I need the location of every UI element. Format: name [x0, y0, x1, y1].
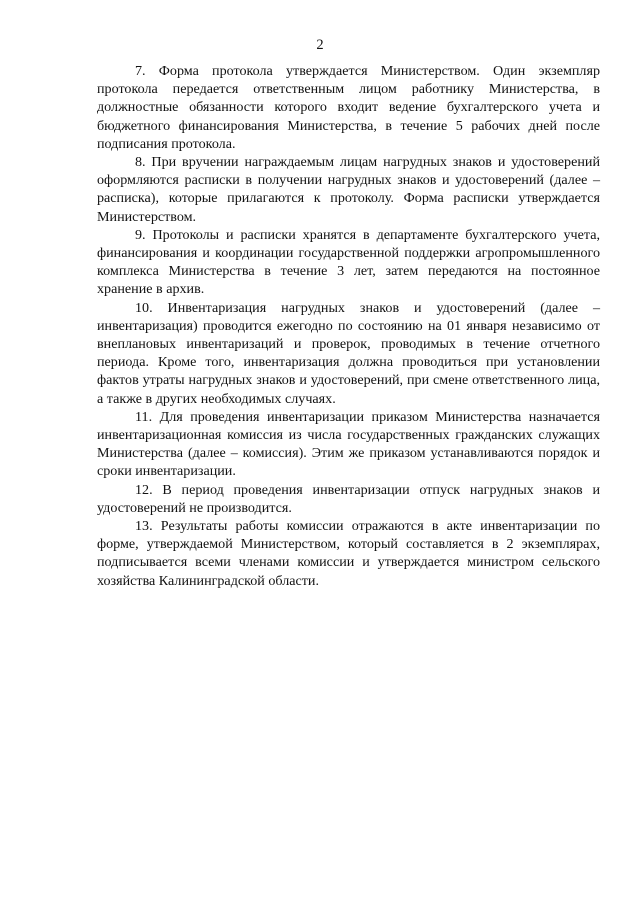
page-number: 2 — [316, 37, 324, 53]
paragraph-13: 13. Результаты работы комиссии отражаются в акте инвентаризации по форме, утверждаемой Министерством, который составляется в 2 экземплярах, подписывается всеми членами комиссии и утверждается министром сельского хозяйства Калининградской области. — [97, 518, 600, 589]
paragraph-12: 12. В период проведения инвентаризации отпуск нагрудных знаков и удостоверений не производится. — [97, 481, 600, 516]
paragraph-10: 10. Инвентаризация нагрудных знаков и удостоверений (далее – инвентаризация) проводится ежегодно по состоянию на 01 января независимо от внеплановых инвентаризаций и проверок, проводимых в течение отчетного периода. Кроме того, инвентаризация должна проводиться при установлении фактов утраты нагрудных знаков и удостоверений, при смене ответственного лица, а также в других необходимых случаях. — [97, 299, 600, 407]
paragraph-7: 7. Форма протокола утверждается Министерством. Один экземпляр протокола передается ответственным лицом работнику Министерства, в должностные обязанности которого входит ведение бухгалтерского учета и бюджетного финансирования Министерства, в течение 5 рабочих дней после подписания протокола. — [97, 63, 600, 152]
paragraph-8: 8. При вручении награждаемым лицам нагрудных знаков и удостоверений оформляются расписки в получении нагрудных знаков и удостоверений (далее – расписка), которые прилагаются к протоколу. Форма расписки утверждается Министерством. — [97, 154, 600, 225]
paragraph-11: 11. Для проведения инвентаризации приказом Министерства назначается инвентаризационная комиссия из числа государственных гражданских служащих Министерства (далее – комиссия). Этим же приказом устанавливаются порядок и сроки инвентаризации. — [97, 408, 600, 480]
document-body — [97, 62, 600, 590]
paragraph-9: 9. Протоколы и расписки хранятся в департаменте бухгалтерского учета, финансирования и координации государственной поддержки агропромышленного комплекса Министерства в течение 3 лет, затем передаются на постоянное хранение в архив. — [97, 226, 600, 298]
